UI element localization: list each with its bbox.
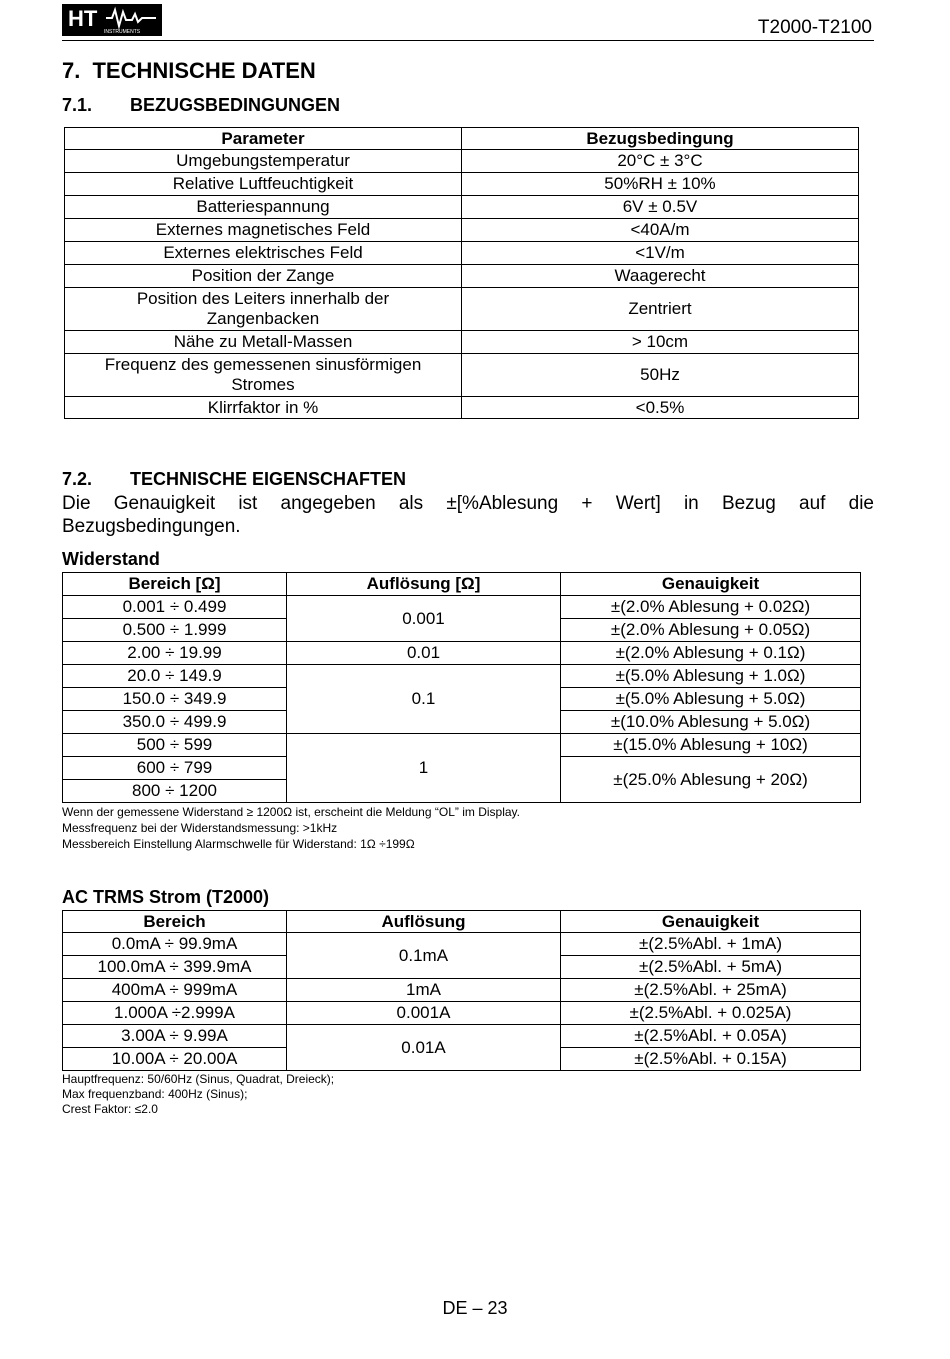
table-row bbox=[63, 642, 861, 665]
range-cell: 0.001 ÷ 0.499 bbox=[63, 596, 287, 619]
accuracy-cell: ±(10.0% Ablesung + 5.0Ω) bbox=[561, 711, 861, 734]
value-cell: Zentriert bbox=[462, 288, 859, 331]
section-72-title: TECHNISCHE EIGENSCHAFTEN bbox=[130, 469, 407, 489]
param-cell: Batteriespannung bbox=[65, 196, 462, 219]
param-cell: Nähe zu Metall-Massen bbox=[65, 331, 462, 354]
resistance-title: Widerstand bbox=[62, 549, 160, 569]
ac-note: Crest Faktor: ≤2.0 bbox=[62, 1102, 158, 1116]
range-cell: 20.0 ÷ 149.9 bbox=[63, 665, 287, 688]
intro-line-2: Bezugsbedingungen. bbox=[62, 516, 241, 537]
param-cell: Position der Zange bbox=[65, 265, 462, 288]
range-cell: 150.0 ÷ 349.9 bbox=[63, 688, 287, 711]
section-72-num: 7.2. bbox=[62, 469, 93, 489]
header-divider bbox=[62, 40, 874, 41]
value-cell: 50Hz bbox=[462, 354, 859, 397]
value-cell: <1V/m bbox=[462, 242, 859, 265]
table-row bbox=[63, 979, 861, 1002]
table-row bbox=[65, 242, 859, 265]
range-cell: 0.500 ÷ 1.999 bbox=[63, 619, 287, 642]
table-row bbox=[63, 665, 861, 688]
resistance-table bbox=[62, 572, 861, 803]
resolution-cell: 0.1 bbox=[287, 665, 561, 734]
table-row bbox=[65, 354, 859, 397]
resistance-note: Wenn der gemessene Widerstand ≥ 1200Ω ist, erscheint die Meldung “OL” im Display. bbox=[62, 805, 520, 819]
param-cell: Externes magnetisches Feld bbox=[65, 219, 462, 242]
accuracy-cell: ±(2.0% Ablesung + 0.1Ω) bbox=[561, 642, 861, 665]
accuracy-cell: ±(2.5%Abl. + 25mA) bbox=[561, 979, 861, 1002]
range-cell: 3.00A ÷ 9.99A bbox=[63, 1025, 287, 1048]
section-71-title: BEZUGSBEDINGUNGEN bbox=[130, 95, 341, 115]
resolution-cell: 0.01 bbox=[287, 642, 561, 665]
section-7-title: TECHNISCHE DATEN bbox=[92, 58, 316, 83]
value-cell: <0.5% bbox=[462, 397, 859, 419]
value-cell: <40A/m bbox=[462, 219, 859, 242]
resolution-cell: 1mA bbox=[287, 979, 561, 1002]
range-cell: 100.0mA ÷ 399.9mA bbox=[63, 956, 287, 979]
section-7-num: 7. bbox=[62, 58, 81, 83]
resolution-cell: 1 bbox=[287, 734, 561, 803]
range-cell: 800 ÷ 1200 bbox=[63, 780, 287, 803]
range-cell: 1.000A ÷2.999A bbox=[63, 1002, 287, 1025]
table-row bbox=[63, 1002, 861, 1025]
range-cell: 600 ÷ 799 bbox=[63, 757, 287, 780]
ac-title: AC TRMS Strom (T2000) bbox=[62, 887, 270, 907]
resolution-cell: 0.01A bbox=[287, 1025, 561, 1071]
table-row bbox=[65, 173, 859, 196]
accuracy-cell: ±(2.5%Abl. + 0.15A) bbox=[561, 1048, 861, 1071]
table-header-row bbox=[63, 573, 861, 596]
resolution-cell: 0.001 bbox=[287, 596, 561, 642]
section-71-num: 7.1. bbox=[62, 95, 93, 115]
table-row bbox=[65, 196, 859, 219]
table-header-row bbox=[65, 128, 859, 150]
table-row bbox=[65, 288, 859, 331]
table-row bbox=[65, 331, 859, 354]
param-cell: Externes elektrisches Feld bbox=[65, 242, 462, 265]
param-cell: Frequenz des gemessenen sinusförmigen Stromes bbox=[65, 354, 462, 397]
param-cell: Relative Luftfeuchtigkeit bbox=[65, 173, 462, 196]
table-row bbox=[63, 1025, 861, 1048]
resolution-cell: 0.001A bbox=[287, 1002, 561, 1025]
intro-line-1: Die Genauigkeit ist angegeben als ±[%Ablesung + Wert] in Bezug auf die bbox=[62, 493, 874, 514]
header-genauigkeit: Genauigkeit bbox=[561, 911, 861, 933]
accuracy-cell: ±(2.0% Ablesung + 0.05Ω) bbox=[561, 619, 861, 642]
range-cell: 2.00 ÷ 19.99 bbox=[63, 642, 287, 665]
range-cell: 400mA ÷ 999mA bbox=[63, 979, 287, 1002]
range-cell: 0.0mA ÷ 99.9mA bbox=[63, 933, 287, 956]
param-cell: Umgebungstemperatur bbox=[65, 150, 462, 173]
header-aufloesung: Auflösung [Ω] bbox=[287, 573, 561, 596]
header-bezugsbedingung: Bezugsbedingung bbox=[462, 128, 859, 150]
value-cell: Waagerecht bbox=[462, 265, 859, 288]
value-cell: 20°C ± 3°C bbox=[462, 150, 859, 173]
table-row bbox=[65, 219, 859, 242]
range-cell: 10.00A ÷ 20.00A bbox=[63, 1048, 287, 1071]
section-7-heading bbox=[62, 58, 316, 84]
page-number: DE – 23 bbox=[442, 1298, 508, 1318]
accuracy-cell: ±(2.5%Abl. + 1mA) bbox=[561, 933, 861, 956]
param-cell: Position des Leiters innerhalb der Zangenbacken bbox=[65, 288, 462, 331]
accuracy-cell: ±(25.0% Ablesung + 20Ω) bbox=[561, 757, 861, 803]
value-cell: > 10cm bbox=[462, 331, 859, 354]
ac-note: Max frequenzband: 400Hz (Sinus); bbox=[62, 1087, 248, 1101]
reference-conditions-table bbox=[64, 127, 859, 419]
table-row bbox=[63, 734, 861, 757]
accuracy-cell: ±(5.0% Ablesung + 5.0Ω) bbox=[561, 688, 861, 711]
logo-text: HT bbox=[68, 6, 98, 31]
table-header-row bbox=[63, 911, 861, 933]
resistance-note: Messbereich Einstellung Alarmschwelle für Widerstand: 1Ω ÷199Ω bbox=[62, 837, 415, 851]
range-cell: 350.0 ÷ 499.9 bbox=[63, 711, 287, 734]
accuracy-cell: ±(2.5%Abl. + 5mA) bbox=[561, 956, 861, 979]
accuracy-cell: ±(2.5%Abl. + 0.025A) bbox=[561, 1002, 861, 1025]
ac-current-table bbox=[62, 910, 861, 1071]
range-cell: 500 ÷ 599 bbox=[63, 734, 287, 757]
accuracy-cell: ±(15.0% Ablesung + 10Ω) bbox=[561, 734, 861, 757]
model-name: T2000-T2100 bbox=[757, 17, 872, 38]
header-parameter: Parameter bbox=[65, 128, 462, 150]
value-cell: 6V ± 0.5V bbox=[462, 196, 859, 219]
accuracy-cell: ±(5.0% Ablesung + 1.0Ω) bbox=[561, 665, 861, 688]
header-bereich: Bereich bbox=[63, 911, 287, 933]
section-71-heading bbox=[62, 95, 92, 116]
resolution-cell: 0.1mA bbox=[287, 933, 561, 979]
table-row bbox=[63, 933, 861, 956]
header-genauigkeit: Genauigkeit bbox=[561, 573, 861, 596]
header-bereich: Bereich [Ω] bbox=[63, 573, 287, 596]
table-row bbox=[65, 265, 859, 288]
param-cell: Klirrfaktor in % bbox=[65, 397, 462, 419]
table-row bbox=[65, 397, 859, 419]
table-row bbox=[63, 596, 861, 619]
accuracy-cell: ±(2.5%Abl. + 0.05A) bbox=[561, 1025, 861, 1048]
value-cell: 50%RH ± 10% bbox=[462, 173, 859, 196]
table-row bbox=[65, 150, 859, 173]
header-aufloesung: Auflösung bbox=[287, 911, 561, 933]
ht-logo bbox=[62, 4, 162, 36]
ac-note: Hauptfrequenz: 50/60Hz (Sinus, Quadrat, Dreieck); bbox=[62, 1072, 335, 1086]
resistance-note: Messfrequenz bei der Widerstandsmessung: >1kHz bbox=[62, 821, 338, 835]
accuracy-cell: ±(2.0% Ablesung + 0.02Ω) bbox=[561, 596, 861, 619]
logo-sub: INSTRUMENTS bbox=[104, 29, 141, 35]
